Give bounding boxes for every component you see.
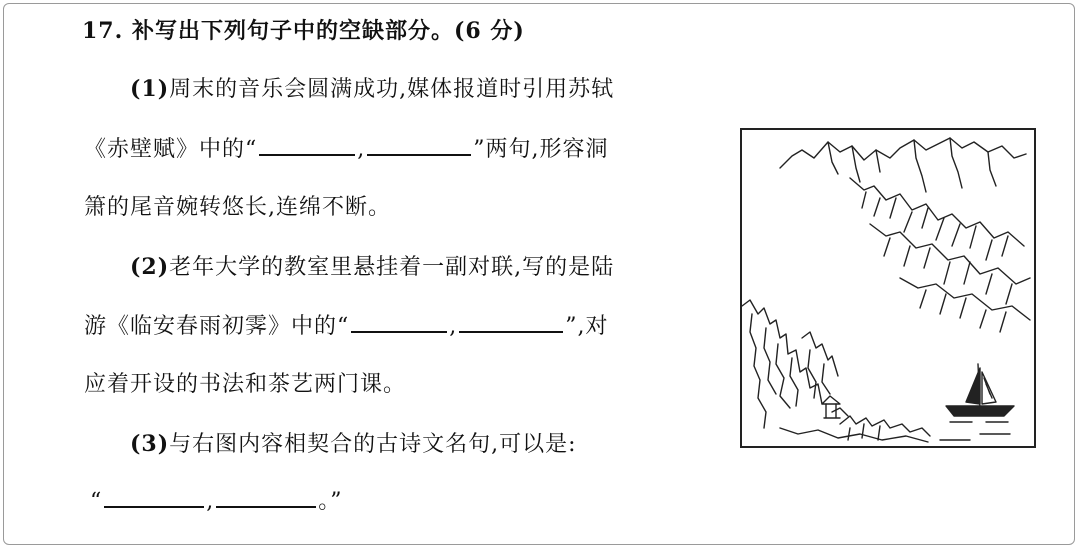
part2-sep: , bbox=[449, 314, 458, 339]
part3-sep: , bbox=[206, 489, 215, 514]
part1-blank-1[interactable] bbox=[259, 134, 355, 156]
part3-label: (3) bbox=[130, 431, 170, 457]
part2-text2-after: ”,对 bbox=[565, 314, 609, 339]
part3-line2 bbox=[90, 486, 343, 517]
part2-text3: 应着开设的书法和茶艺两门课。 bbox=[84, 372, 407, 397]
part1-text3: 箫的尾音婉转悠长,连绵不断。 bbox=[84, 195, 391, 220]
part2-label: (2) bbox=[130, 254, 170, 280]
landscape-sailboat-icon bbox=[740, 128, 1036, 448]
part1-line2 bbox=[84, 134, 609, 165]
part1-line3 bbox=[84, 193, 391, 223]
question-number: 17. bbox=[82, 18, 124, 44]
part3-text2-after: 。” bbox=[318, 489, 343, 514]
question-prompt: 补写出下列句子中的空缺部分。(6 分) bbox=[131, 18, 525, 44]
part1-blank-2[interactable] bbox=[367, 134, 471, 156]
part3-text2-before: “ bbox=[90, 489, 103, 514]
part2-blank-2[interactable] bbox=[459, 311, 563, 333]
part2-text1: 老年大学的教室里悬挂着一副对联,写的是陆 bbox=[169, 255, 615, 280]
part3-text1: 与右图内容相契合的古诗文名句,可以是: bbox=[169, 432, 577, 457]
part2-line2 bbox=[84, 311, 609, 342]
part2-line3 bbox=[84, 370, 406, 400]
part3-blank-2[interactable] bbox=[216, 486, 316, 508]
part2-blank-1[interactable] bbox=[351, 311, 447, 333]
part3-line1 bbox=[130, 429, 577, 460]
part2-line1 bbox=[130, 252, 614, 283]
part1-text2-after: ”两句,形容洞 bbox=[473, 137, 609, 162]
part1-text1: 周末的音乐会圆满成功,媒体报道时引用苏轼 bbox=[169, 77, 615, 102]
part1-sep: , bbox=[357, 137, 366, 162]
part3-blank-1[interactable] bbox=[104, 486, 204, 508]
part1-text2-before: 《赤壁赋》中的“ bbox=[84, 137, 258, 162]
part2-text2-before: 游《临安春雨初霁》中的“ bbox=[84, 314, 350, 339]
part1-line1 bbox=[130, 74, 614, 105]
question-title bbox=[82, 16, 525, 46]
part1-label: (1) bbox=[130, 76, 170, 102]
